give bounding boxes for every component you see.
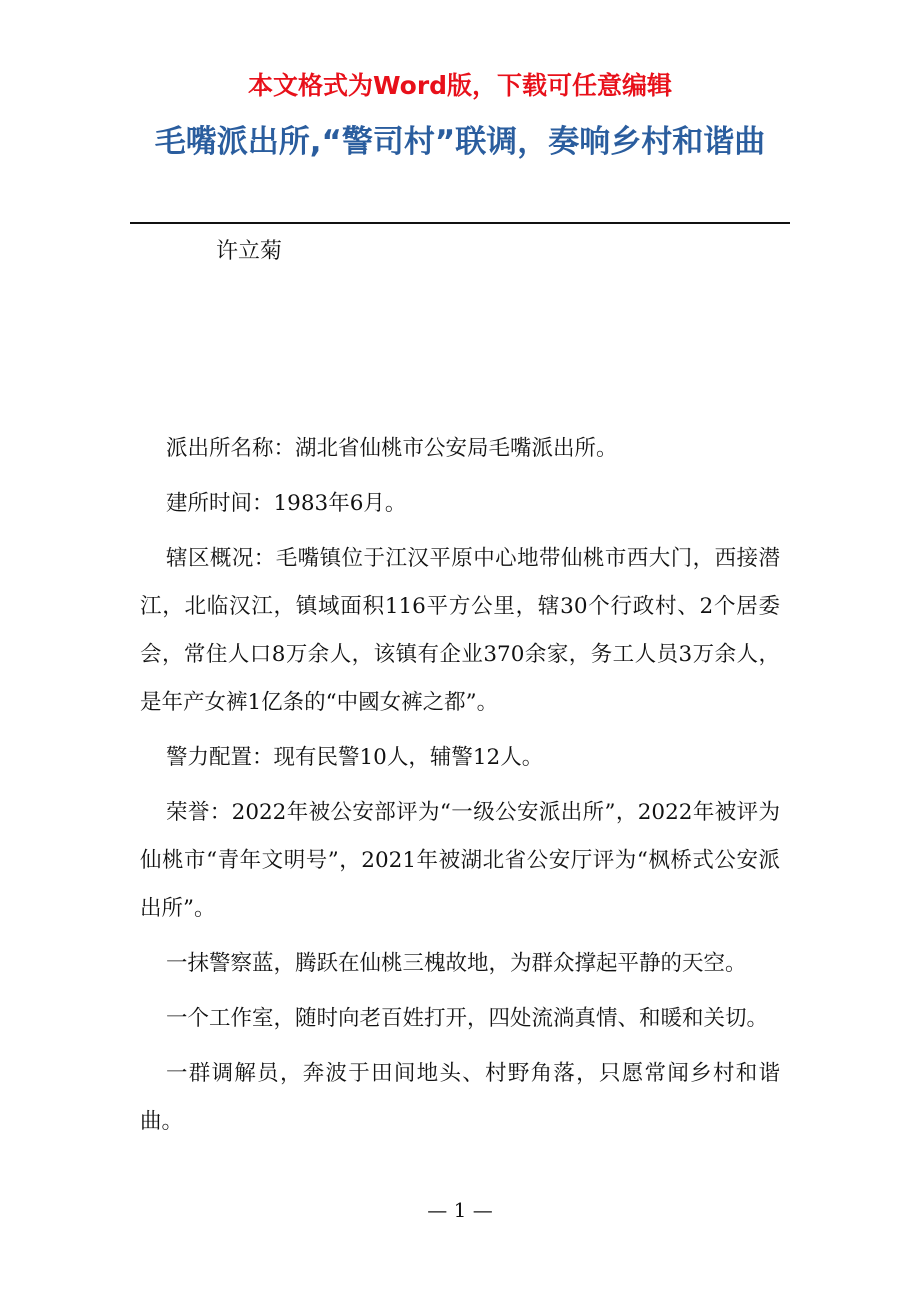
- paragraph-police-blue: 一抹警察蓝，腾跃在仙桃三槐故地，为群众撑起平静的天空。: [166, 951, 747, 976]
- page-number: — 1 —: [427, 1198, 493, 1222]
- paragraph-station-name: 派出所名称：湖北省仙桃市公安局毛嘴派出所。: [166, 436, 618, 461]
- article-title: 毛嘴派出所,“警司村”联调，奏响乡村和谐曲: [154, 124, 766, 160]
- paragraph-jurisdiction-overview: 辖区概况：毛嘴镇位于江汉平原中心地带仙桃市西大门，西接潜江，北临汉江，镇域面积116平方公里，辖30个行政村、2个居委会，常住人口8万余人，该镇有企业370余家，务工人员3万余人，是年产女裤1亿条的“中國女裤之都”。: [140, 546, 780, 715]
- article-body: [140, 425, 780, 1153]
- paragraph-honors: 荣誉：2022年被公安部评为“一级公安派出所”，2022年被评为仙桃市“青年文明号”，2021年被湖北省公安厅评为“枫桥式公安派出所”。: [140, 800, 780, 921]
- author-name: 许立菊: [216, 239, 283, 264]
- title-divider: [130, 222, 790, 224]
- paragraph-founding-date: 建所时间：1983年6月。: [166, 491, 407, 516]
- paragraph-studio: 一个工作室，随时向老百姓打开，四处流淌真情、和暖和关切。: [166, 1006, 769, 1031]
- editable-format-banner: 本文格式为Word版，下载可任意编辑: [247, 71, 673, 100]
- paragraph-police-staffing: 警力配置：现有民警10人，辅警12人。: [166, 745, 544, 770]
- paragraph-mediators: 一群调解员，奔波于田间地头、村野角落，只愿常闻乡村和谐曲。: [140, 1061, 780, 1134]
